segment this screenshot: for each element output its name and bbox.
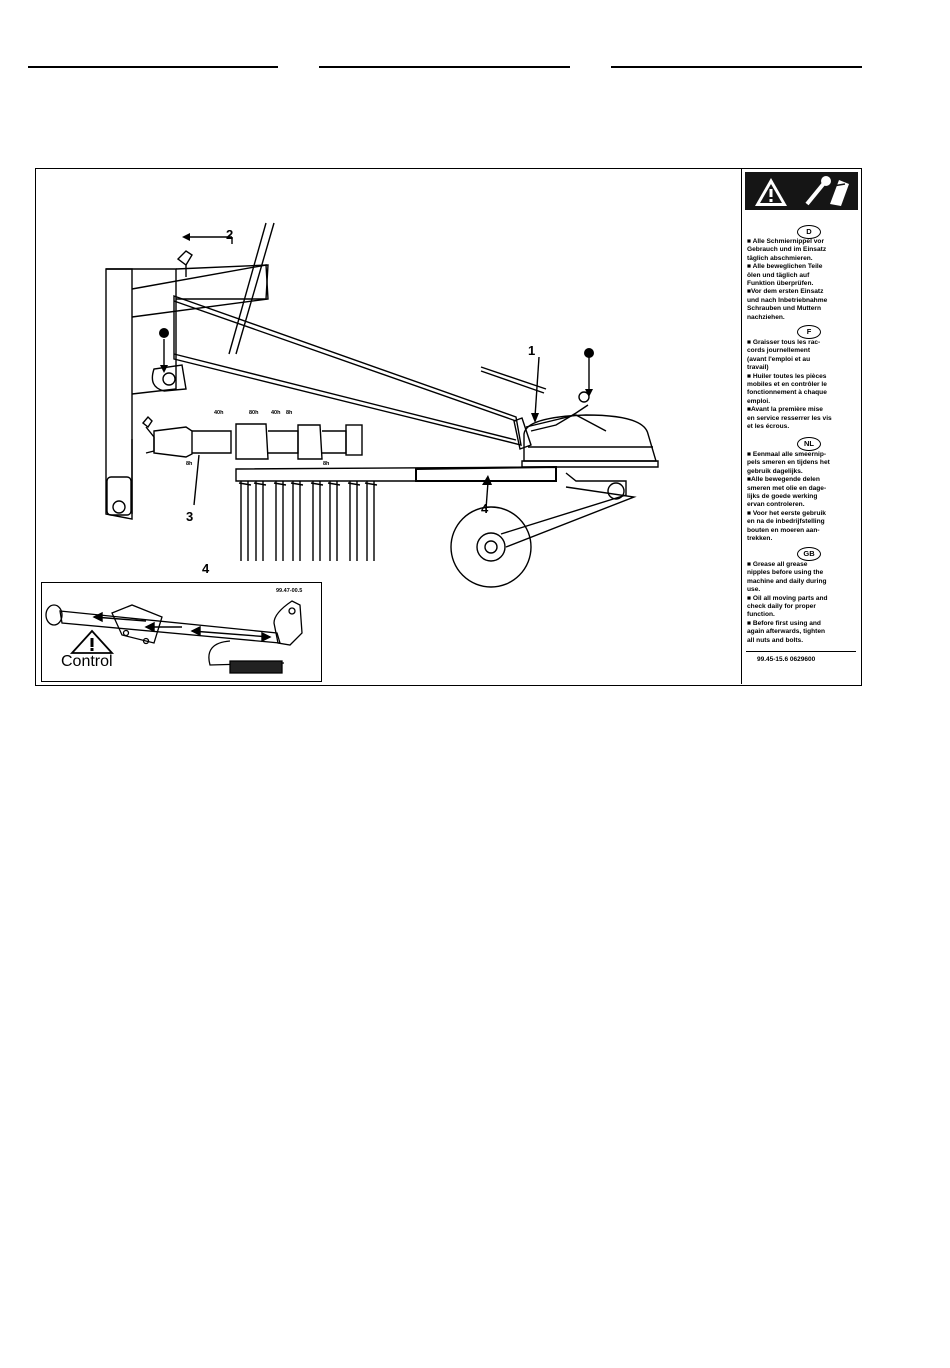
shaft-label-80h: 80h [249,410,259,416]
decal-text-fr: ■ Graisser tous les rac- cords journellement (avant l'emploi et au travail) ■ Huiler toutes les pièces mobiles et en contrôler le fonctionnement à chaque emploi. ■Avant la première mise en service resserrer les vis et les écrous. [747,339,832,431]
shaft-label-8h-2: 8h [186,461,193,467]
tine-bar [236,467,556,481]
warning-tools-icon [745,172,858,210]
shaft-label-40h: 40h [214,410,224,416]
lubrication-figure [35,168,862,686]
decal-text-de: ■ Alle Schmiernippel vor Gebrauch und im Einsatz täglich abschmieren. ■ Alle beweglichen Teile ölen und täglich auf Funktion überprüfen. ■Vor dem ersten Einsatz und nach Inbetriebnahme Schrauben und Muttern nachziehen. [747,238,828,321]
control-inset [41,561,322,682]
transport-wheel [451,507,531,587]
header-rule-right [611,66,862,68]
warning-triangle-icon [72,631,112,653]
decal-text-gb: ■ Grease all grease nipples before using the machine and daily during use. ■ Oil all moving parts and check daily for proper function. ■ Before first using and again afterwards, tighten all nuts and bolts. [747,561,828,644]
callout-number-3: 3 [186,509,194,524]
callout-number-4: 4 [481,501,489,516]
pivot-lug [152,365,186,391]
safety-decal [741,169,862,684]
language-badge-nl: NL [797,437,821,451]
callout-number-2: 2 [226,227,234,242]
shaft-label-8h: 8h [286,410,293,416]
tine-group [239,481,377,561]
header-rule-left [28,66,278,68]
grease-point-marker [159,328,169,338]
inset-callout-4: 4 [202,561,210,576]
language-badge-gb: GB [797,547,821,561]
decal-part-code: 99.45-15.6 0629600 [757,656,816,663]
decal-divider [746,651,856,652]
mast-line-2 [229,223,266,354]
header-rule-middle [319,66,570,68]
callout-number-1: 1 [528,343,536,358]
shaft-label-40h-2: 40h [271,410,281,416]
handle-lever [481,367,546,389]
inset-caption-control: Control [61,653,113,670]
main-boom [174,296,521,445]
language-badge-de: D [797,225,821,239]
decal-header [745,172,858,210]
language-badge-fr: F [797,325,821,339]
grease-point-marker [584,348,594,358]
shaft-label-8h-3: 8h [323,461,330,467]
callout-3-leader [194,455,199,505]
grease-nipple-top [178,251,192,265]
driveshaft [143,417,362,459]
inset-part-code: 99.47-00.5 [276,588,303,594]
decal-text-nl: ■ Eenmaal alle smeernip- pels smeren en tijdens het gebruik dagelijks. ■Alle bewegende delen smeren met olie en dage- lijks de goede werking ervan controleren. ■ Voor het eerste gebruik en na de inbedrijfstelling bouten en moeren aan- trekken. [747,451,830,543]
frame-post [106,269,132,519]
